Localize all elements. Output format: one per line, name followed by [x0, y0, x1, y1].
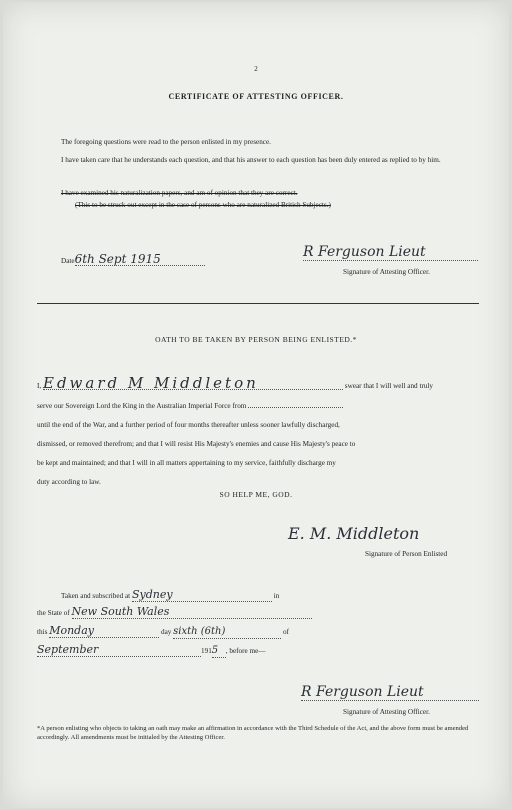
this-label: this — [37, 628, 48, 636]
oath-i-label: I, — [37, 382, 42, 390]
weekday-value: Monday — [49, 625, 159, 638]
date-value: 6th Sept 1915 — [75, 253, 205, 266]
day-value: sixth (6th) — [173, 626, 281, 639]
oath-line-3: until the end of the War, and a further period of four months thereafter unless sooner lawfully discharged, — [37, 421, 340, 429]
day-label: day — [160, 628, 172, 636]
oath-line-5: be kept and maintained; and that I will in all matters appertaining to my service, faithfully discharge my — [37, 459, 336, 467]
oath-line-2 — [37, 400, 343, 412]
taken-row — [61, 589, 279, 602]
page-number: 2 — [254, 65, 258, 73]
oath-title: OATH TO BE TAKEN BY PERSON BEING ENLISTED.* — [155, 335, 357, 344]
state-row — [37, 606, 312, 619]
date-row — [61, 253, 205, 267]
year-suffix: 5 — [212, 645, 226, 658]
oath-line-6: duty according to law. — [37, 478, 101, 486]
attesting-officer-label: Signature of Attesting Officer. — [343, 268, 430, 276]
month-value: September — [37, 644, 201, 657]
taken-label: Taken and subscribed at — [61, 592, 131, 600]
before-label: , before me— — [225, 647, 266, 655]
certificate-line-2: I have taken care that he understands each question, and that his answer to each question has been duly entered as replied to by him. — [61, 156, 441, 164]
place-value: Sydney — [132, 589, 272, 602]
attesting-officer-signature: R Ferguson Lieut — [303, 244, 478, 261]
enlisted-signature: E. M. Middleton — [288, 524, 420, 543]
enlisted-label: Signature of Person Enlisted — [365, 550, 448, 558]
section-divider — [37, 303, 479, 304]
footnote: *A person enlisting who objects to taking an oath may make an affirmation in accordance with the Third Schedule of the Act, and the above form must be amended accordingly. All amendments must be initialed by the Attesting Officer. — [37, 725, 469, 741]
attesting-officer-signature-2: R Ferguson Lieut — [301, 684, 479, 701]
state-label: the State of — [37, 609, 70, 617]
struck-instruction: (This to be struck out except in the case of persons who are naturalized British Subjects.) — [75, 201, 331, 209]
attesting-officer-label-2: Signature of Attesting Officer. — [343, 708, 430, 716]
so-help-me-god: SO HELP ME, GOD. — [219, 490, 293, 499]
year-prefix: 191 — [201, 647, 212, 655]
state-value: New South Wales — [72, 606, 312, 619]
day-row — [37, 625, 289, 639]
certificate-title: CERTIFICATE OF ATTESTING OFFICER. — [168, 92, 344, 101]
oath-name-row — [37, 374, 434, 392]
oath-text-1: swear that I will well and truly — [344, 382, 434, 390]
oath-from-blank — [248, 407, 343, 408]
of-label: of — [282, 628, 289, 636]
month-row — [37, 644, 266, 658]
attestation-page — [3, 2, 509, 808]
oath-line-4: dismissed, or removed therefrom; and that I will resist His Majesty's enemies and cause His Majesty's peace to — [37, 440, 356, 448]
oath-text-2: serve our Sovereign Lord the King in the Australian Imperial Force from — [37, 402, 247, 410]
enlistee-name: Edward M Middleton — [43, 377, 343, 390]
certificate-line-4 — [75, 199, 331, 211]
in-label: in — [273, 592, 280, 600]
date-label: Date — [61, 257, 75, 265]
certificate-line-1: The foregoing questions were read to the person enlisted in my presence. — [61, 138, 271, 146]
certificate-line-3: I have examined his naturalization papers, and am of opinion that they are correct. — [61, 189, 298, 197]
